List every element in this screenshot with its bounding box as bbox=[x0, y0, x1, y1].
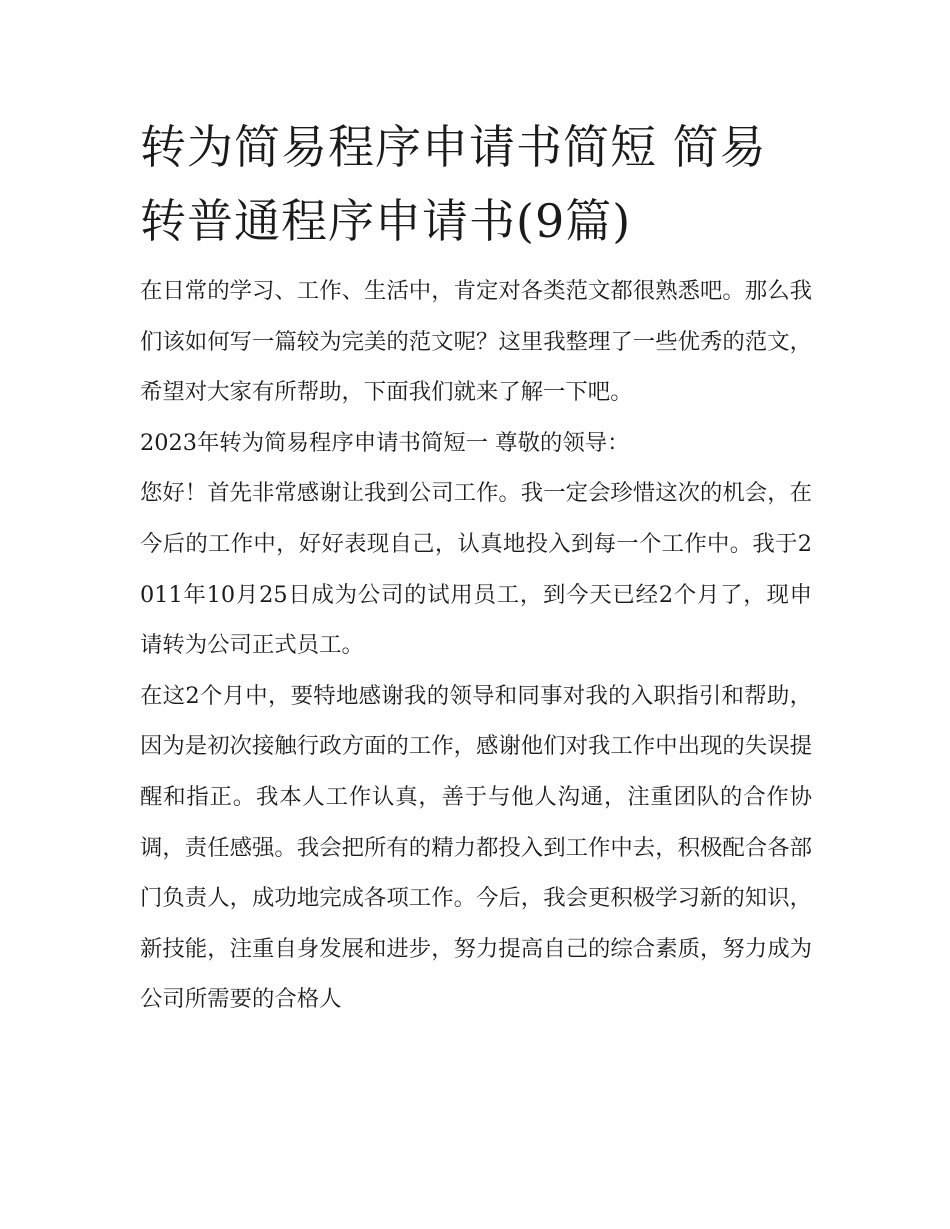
paragraph-body: 在这2个月中，要特地感谢我的领导和同事对我的入职指引和帮助，因为是初次接触行政方面的工作，感谢他们对我工作中出现的失误提醒和指正。我本人工作认真，善于与他人沟通，注重团队的合作协调，责任感强。我会把所有的精力都投入到工作中去，积极配合各部门负责人，成功地完成各项工作。今后，我会更积极学习新的知识，新技能，注重自身发展和进步，努力提高自己的综合素质，努力成为公司所需要的合格人 bbox=[140, 682, 812, 1013]
paragraph-intro: 在日常的学习、工作、生活中，肯定对各类范文都很熟悉吧。那么我们该如何写一篇较为完美的范文呢？这里我整理了一些优秀的范文，希望对大家有所帮助，下面我们就来了解一下吧。 bbox=[140, 278, 812, 406]
paragraph-greeting: 您好！首先非常感谢让我到公司工作。我一定会珍惜这次的机会，在今后的工作中，好好表现自己，认真地投入到每一个工作中。我于2011年10月25日成为公司的试用员工，到今天已经2个月了，现申请转为公司正式员工。 bbox=[140, 480, 812, 659]
paragraph-salutation: 2023年转为简易程序申请书简短一 尊敬的领导： bbox=[140, 429, 630, 456]
document-title: 转为简易程序申请书简短 简易转普通程序申请书(9篇) bbox=[140, 120, 767, 248]
document-page bbox=[140, 110, 812, 1025]
